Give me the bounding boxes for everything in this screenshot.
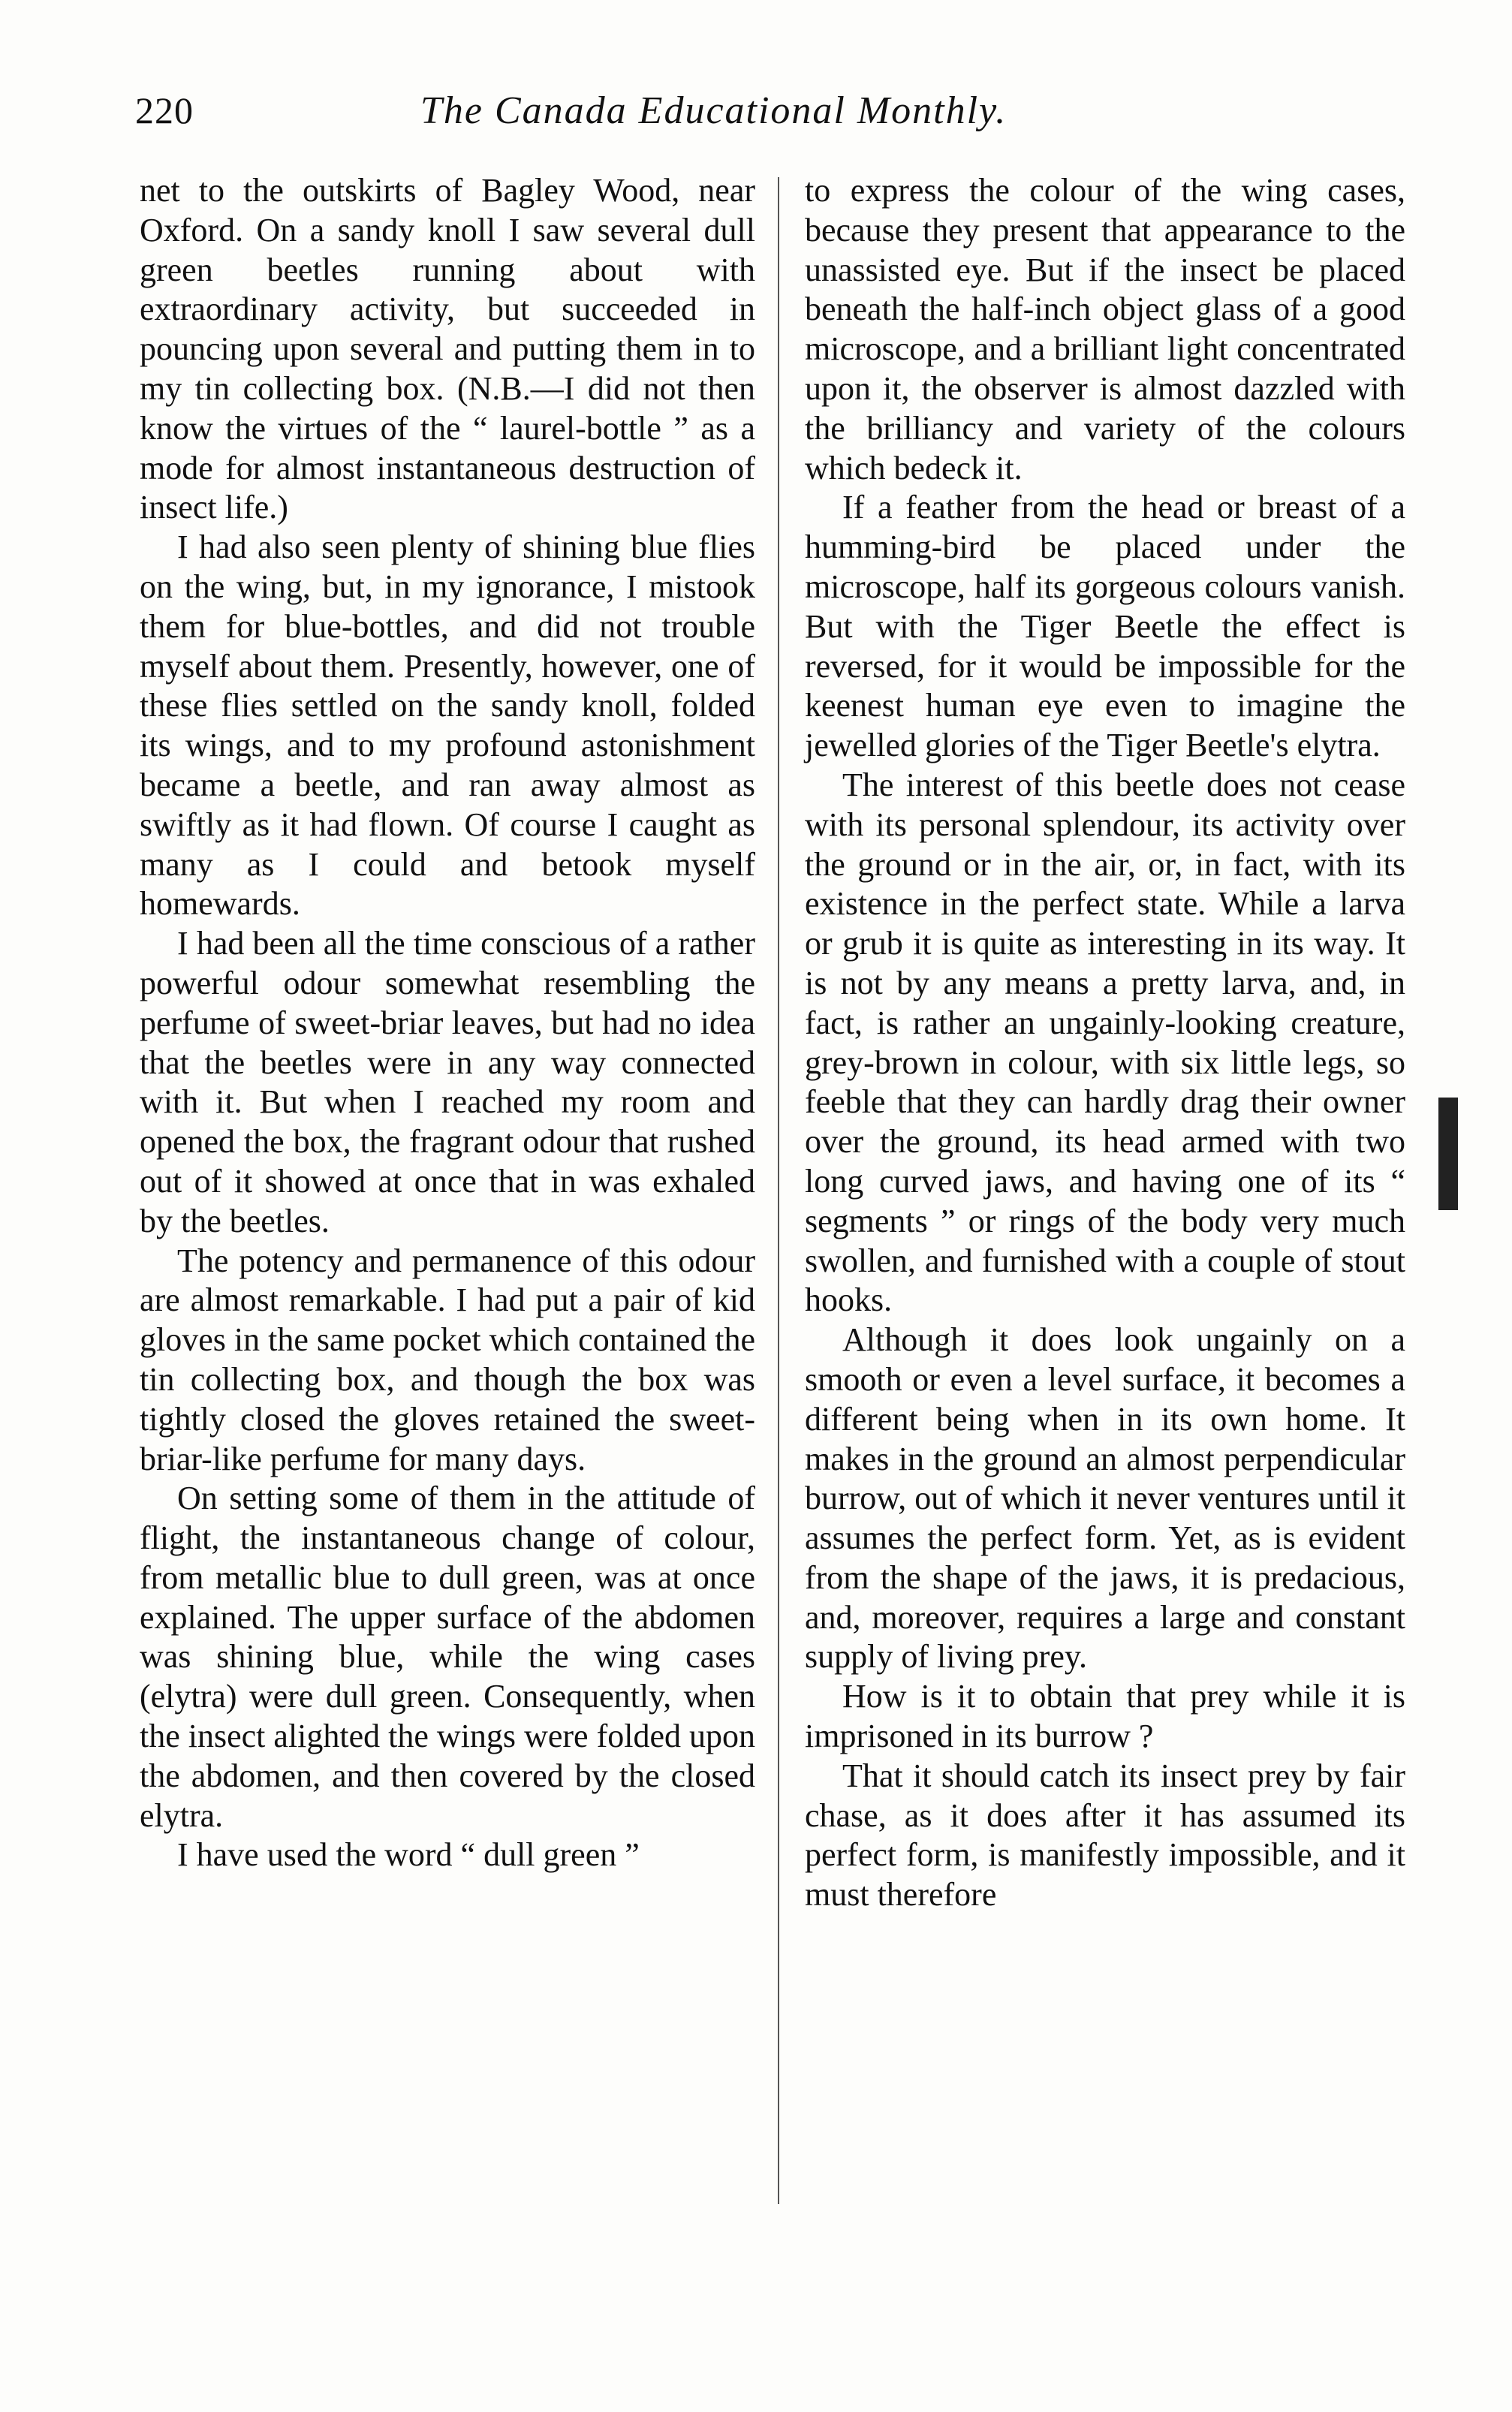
paragraph: The potency and permanence of this odour are almost remarkable. I had put a pair of kid gloves in the same pocket which contained the tin collecting box, and though the box was tightly closed the gloves retained the sweet-briar-like perfume for many days. — [140, 1242, 755, 1477]
paragraph: That it should catch its insect prey by fair chase, as it does after it has assumed its perfect form, is manifestly impossible, and it must therefore — [805, 1757, 1405, 1914]
paragraph: I have used the word “ dull green ” — [177, 1836, 640, 1874]
column-divider — [778, 177, 779, 2204]
paragraph: I had also seen plenty of shining blue flies on the wing, but, in my ignorance, I mistook them for blue-bottles, and did not trouble myself about them. Presently, however, one of these flies settled on the sandy knoll, folded its wings, and to my profound astonishment became a beetle, and ran away almost as swiftly as it had flown. Of course I caught as many as I could and betook myself homewards. — [140, 528, 755, 923]
paragraph: I had been all the time conscious of a rather powerful odour somewhat resembling the perfume of sweet-briar leaves, but had no idea that the beetles were in any way connected with it. But when I reached my room and opened the box, the fragrant odour that rushed out of it showed at once that in was exhaled by the beetles. — [140, 925, 755, 1239]
paragraph: to express the colour of the wing cases, because they present that appearance to the unassisted eye. But if the insect be placed beneath the half-inch object glass of a good microscope, and a brilliant light concentrated upon it, the observer is almost dazzled with the brilliancy and variety of the colours which bedeck it. — [805, 172, 1405, 486]
running-title: The Canada Educational Monthly. — [420, 89, 1007, 132]
paragraph: Although it does look ungainly on a smooth or even a level surface, it becomes a different being when in its own home. It makes in the ground an almost perpendicular burrow, out of which it never ventures until it assumes the perfect form. Yet, as is evident from the shape of the jaws, it is predacious, and, moreover, requires a large and constant supply of living prey. — [805, 1321, 1405, 1676]
page-number: 220 — [135, 89, 194, 131]
paragraph: How is it to obtain that prey while it is imprisoned in its burrow ? — [805, 1678, 1405, 1755]
paragraph: On setting some of them in the attitude of flight, the instantaneous change of colour, from metallic blue to dull green, was at once explained. The upper surface of the abdomen was shining blue, while the wing cases (elytra) were dull green. Consequently, when the insect alighted the wings were folded upon the abdomen, and then covered by the closed elytra. — [140, 1480, 755, 1834]
left-column — [140, 171, 755, 1875]
right-column — [805, 171, 1405, 1915]
paragraph: net to the outskirts of Bagley Wood, near Oxford. On a sandy knoll I saw several dull green beetles running about with extraordinary activity, but succeeded in pouncing upon several and putting them in to my tin collecting box. (N.B.—I did not then know the virtues of the “ laurel-bottle ” as a mode for almost instantaneous destruction of insect life.) — [140, 172, 755, 526]
paragraph: If a feather from the head or breast of a humming-bird be placed under the microscope, half its gorgeous colours vanish. But with the Tiger Beetle the effect is reversed, for it would be impossible for the keenest human eye even to imagine the jewelled glories of the Tiger Beetle's elytra. — [805, 489, 1405, 764]
paragraph: The interest of this beetle does not cease with its personal splendour, its activity over the ground or in the air, or, in fact, with its existence in the perfect state. While a larva or grub it is quite as interesting in its way. It is not by any means a pretty larva, and, in fact, is rather an ungainly-looking creature, grey-brown in colour, with six little legs, so feeble that they can hardly drag their owner over the ground, its head armed with two long curved jaws, and having one of its “ segments ” or rings of the body very much swollen, and furnished with a couple of stout hooks. — [805, 766, 1405, 1319]
margin-tab-marker — [1438, 1098, 1458, 1210]
